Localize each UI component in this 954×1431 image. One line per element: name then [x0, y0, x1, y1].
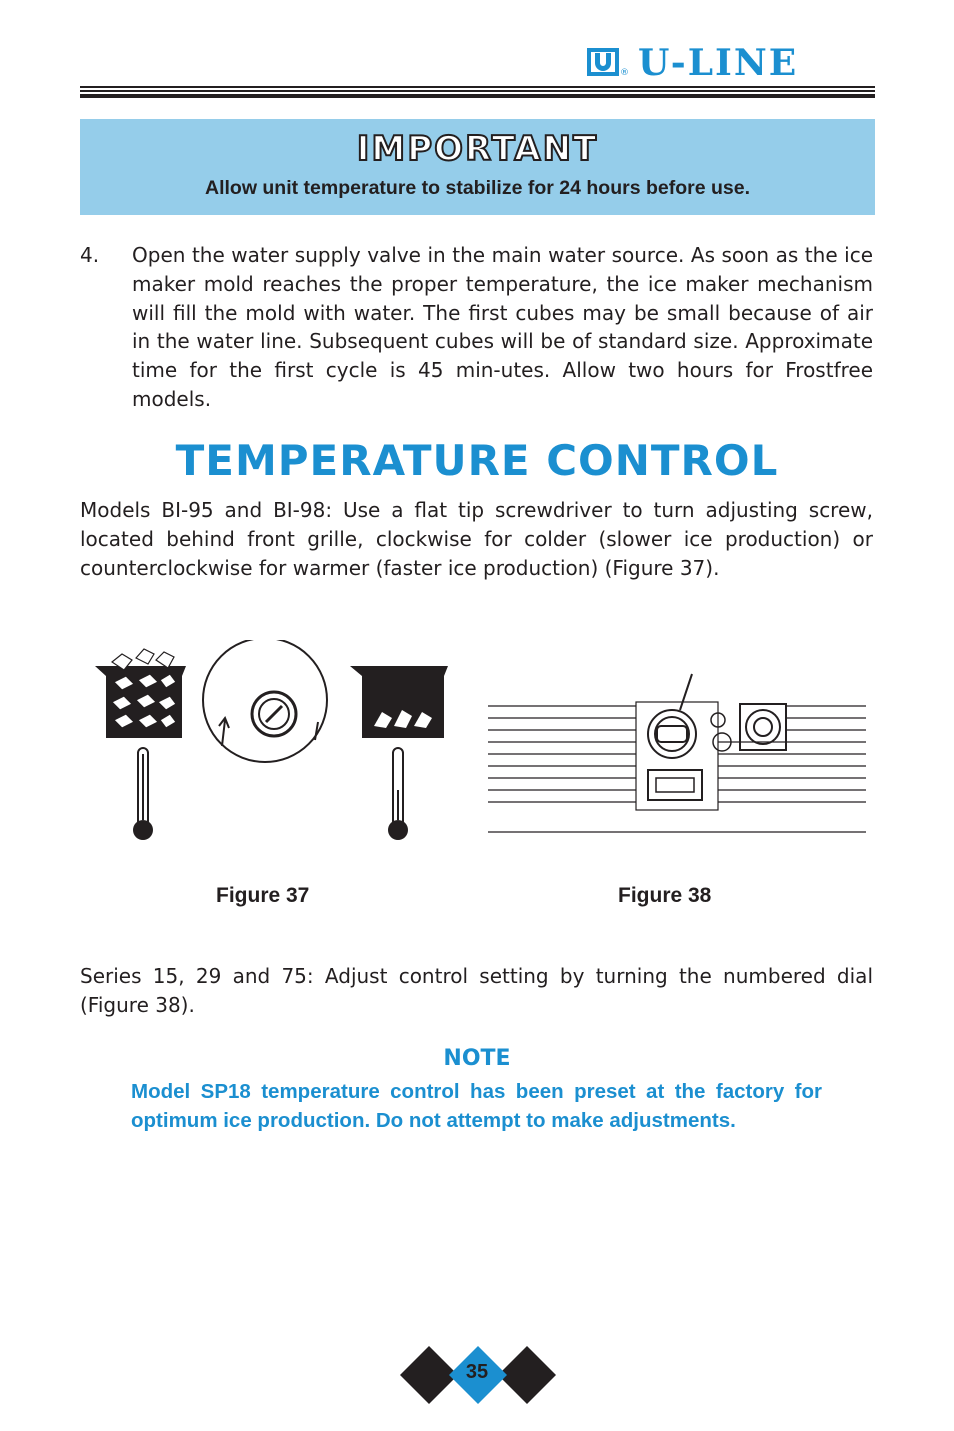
paragraph-models-bi95-bi98: Models BI-95 and BI-98: Use a flat tip screwdriver to turn adjusting screw, located behind front grille, clockwise for colder (slower ice production) or counterclockwise for warmer (faster ice production) (Figure 37).: [80, 498, 873, 580]
brand-name: U-LINE: [638, 42, 799, 84]
section-title: TEMPERATURE CONTROL: [175, 436, 779, 485]
important-callout: [80, 119, 875, 215]
thermometer-cold-icon: [133, 748, 153, 840]
u-line-logo-mark-icon: [586, 44, 634, 84]
step-text: Open the water supply valve in the main water source. As soon as the ice maker mold reaches the proper temperature, the ice maker mechanism will fill the mold with water. The first cubes may be small because of air in the water line. Subsequent cubes will be of standard size. Approximate time for the first cycle is 45 min-utes. Allow two hours for Frostfree models.: [132, 243, 873, 411]
drain-knob-icon: [740, 704, 786, 750]
indicator-light-icon: [711, 713, 731, 751]
u-line-logo: [586, 44, 878, 84]
paragraph-series-15-29-75: Series 15, 29 and 75: Adjust control setting by turning the numbered dial (Figure 38).: [80, 964, 873, 1017]
full-ice-bin-icon: [95, 649, 186, 738]
thermometer-warm-icon: [388, 748, 408, 840]
note-title: NOTE: [443, 1046, 511, 1071]
control-dial-icon: [203, 640, 327, 762]
page-number: 35: [465, 1361, 489, 1383]
figure-37-caption: Figure 37: [216, 884, 310, 907]
note-text: Model SP18 temperature control has been preset at the factory for optimum ice production. Do not attempt to make adjustments.: [131, 1080, 822, 1132]
important-text: Allow unit temperature to stabilize for 24 hours before use.: [204, 177, 750, 199]
registered-mark: ®: [620, 68, 629, 78]
figure-38-illustration: [486, 664, 868, 840]
partial-ice-bin-icon: [350, 666, 448, 738]
step-4: [80, 241, 873, 414]
switch-icon: [648, 770, 702, 800]
important-title: IMPORTANT: [356, 129, 599, 169]
header-rule: [80, 86, 875, 98]
figure-37-illustration: [92, 640, 452, 850]
numbered-dial-icon: [648, 674, 696, 758]
figure-38-caption: Figure 38: [618, 884, 712, 907]
step-number: 4.: [80, 243, 100, 267]
